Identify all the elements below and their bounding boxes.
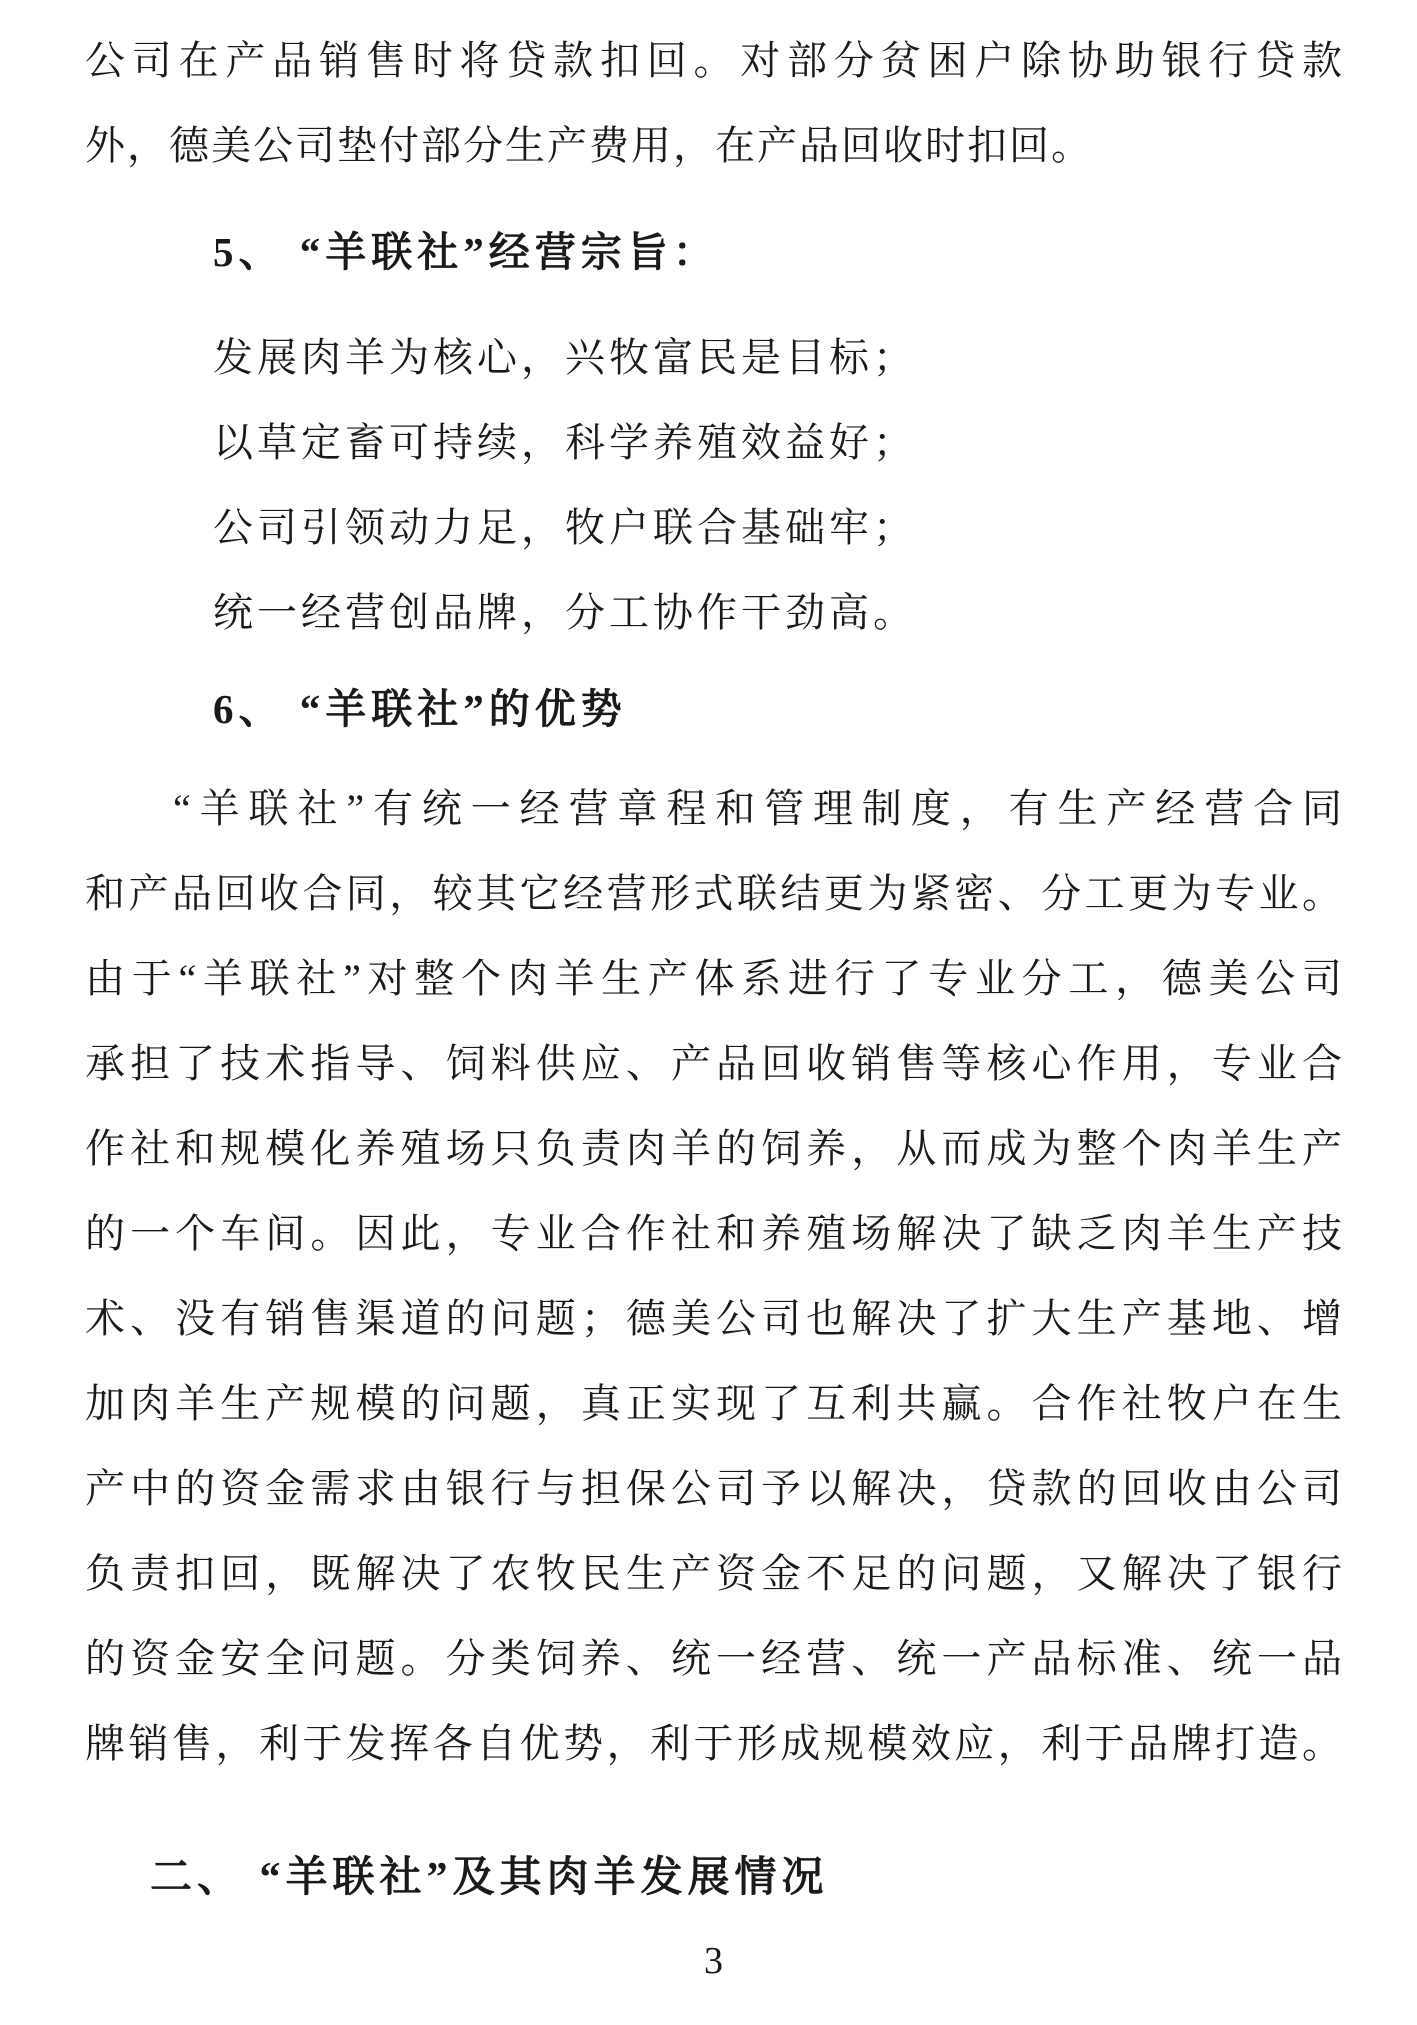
- paragraph-line: 的资金安全问题。分类饲养、统一经营、统一产品标准、统一品: [85, 1636, 1342, 1681]
- paragraph-line: 产中的资金需求由银行与担保公司予以解决，贷款的回收由公司: [85, 1466, 1342, 1511]
- verse-block: [85, 315, 1342, 655]
- paragraph-line: 负责扣回，既解决了农牧民生产资金不足的问题，又解决了银行: [85, 1551, 1342, 1596]
- paragraph-line: 外，德美公司垫付部分生产费用，在产品回收时扣回。: [85, 123, 1093, 168]
- verse-line: 发展肉羊为核心，兴牧富民是目标；: [213, 335, 917, 380]
- paragraph-line: 的一个车间。因此，专业合作社和养殖场解决了缺乏肉羊生产技: [85, 1211, 1342, 1256]
- verse-line: 统一经营创品牌，分工协作干劲高。: [213, 590, 917, 635]
- paragraph-line: 公司在产品销售时将贷款扣回。对部分贫困户除协助银行贷款: [85, 38, 1342, 83]
- paragraph-line: “羊联社”有统一经营章程和管理制度，有生产经营合同: [173, 786, 1342, 831]
- heading-section-6: 6、 “羊联社”的优势: [213, 686, 627, 732]
- paragraph-line: 由于“羊联社”对整个肉羊生产体系进行了专业分工，德美公司: [85, 956, 1342, 1001]
- paragraph-line: 加肉羊生产规模的问题，真正实现了互利共赢。合作社牧户在生: [85, 1381, 1342, 1426]
- page-number: 3: [704, 1940, 723, 1982]
- paragraph-line: 牌销售，利于发挥各自优势，利于形成规模效应，利于品牌打造。: [85, 1721, 1342, 1766]
- heading-section-two: 二、 “羊联社”及其肉羊发展情况: [150, 1855, 829, 1901]
- paragraph-line: 术、没有销售渠道的问题；德美公司也解决了扩大生产基地、增: [85, 1296, 1342, 1341]
- paragraph-line: 承担了技术指导、饲料供应、产品回收销售等核心作用，专业合: [85, 1041, 1342, 1086]
- verse-line: 以草定畜可持续，科学养殖效益好；: [213, 420, 917, 465]
- intro-paragraph: [85, 18, 1342, 188]
- verse-line: 公司引领动力足，牧户联合基础牢；: [213, 505, 917, 550]
- paragraph-line: 和产品回收合同，较其它经营形式联结更为紧密、分工更为专业。: [85, 871, 1342, 916]
- paragraph-line: 作社和规模化养殖场只负责肉羊的饲养，从而成为整个肉羊生产: [85, 1126, 1342, 1171]
- heading-section-5: 5、 “羊联社”经营宗旨：: [213, 229, 719, 275]
- advantage-paragraph: [85, 766, 1342, 1786]
